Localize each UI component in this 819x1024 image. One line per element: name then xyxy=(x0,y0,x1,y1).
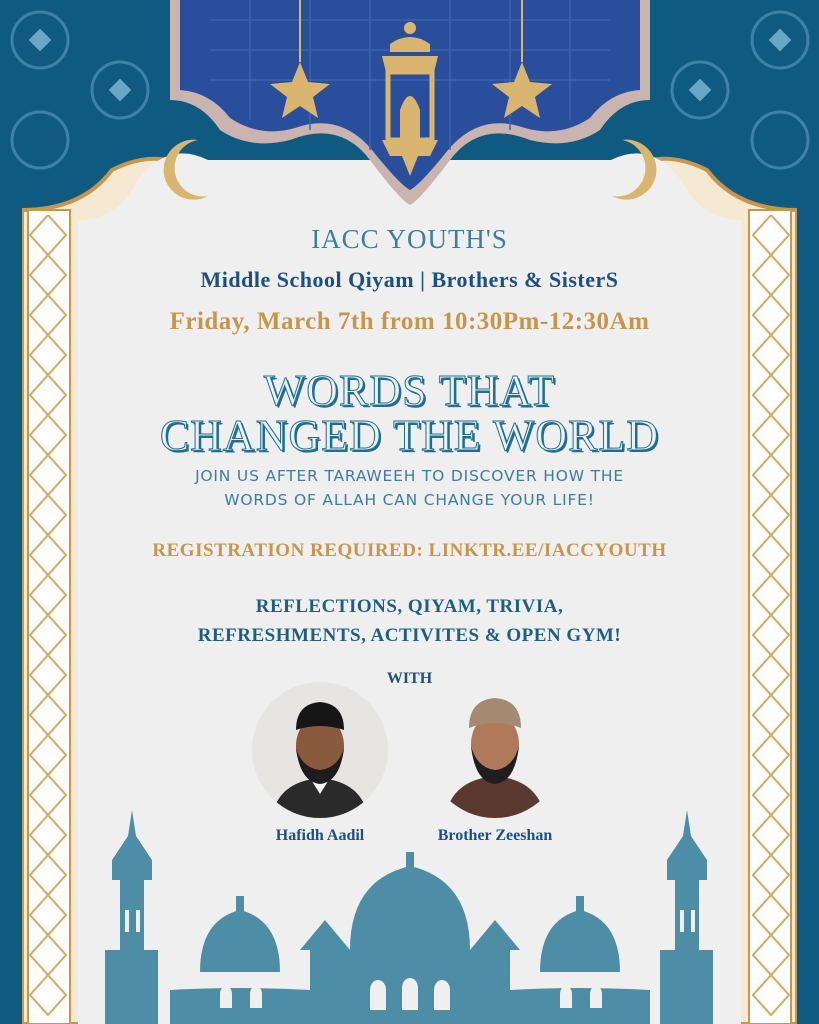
with-label: WITH xyxy=(386,670,433,687)
activities-line-2: REFRESHMENTS, ACTIVITES & OPEN GYM! xyxy=(197,625,622,646)
description-line-2: WORDS OF ALLAH CAN CHANGE YOUR LIFE! xyxy=(224,491,595,509)
event-date: Friday, March 7th from 10:30Pm-12:30Am xyxy=(169,308,650,335)
speaker-name: Brother Zeeshan xyxy=(437,827,553,844)
speaker-name: Hafidh Aadil xyxy=(275,827,365,844)
title-line-2: CHANGED THE WORLD xyxy=(159,411,660,460)
title-line-1: WORDS THAT xyxy=(263,366,556,415)
mosque-silhouette xyxy=(0,760,819,1024)
program-subtitle: Middle School Qiyam | Brothers & SisterS xyxy=(200,267,619,292)
activities-line-1: REFLECTIONS, QIYAM, TRIVIA, xyxy=(255,596,564,617)
description-line-1: JOIN US AFTER TARAWEEH TO DISCOVER HOW THE xyxy=(195,467,624,485)
presenter-heading: IACC YOUTH'S xyxy=(311,224,508,254)
registration-link[interactable]: REGISTRATION REQUIRED: LINKTR.EE/IACCYOUTH xyxy=(152,540,667,561)
